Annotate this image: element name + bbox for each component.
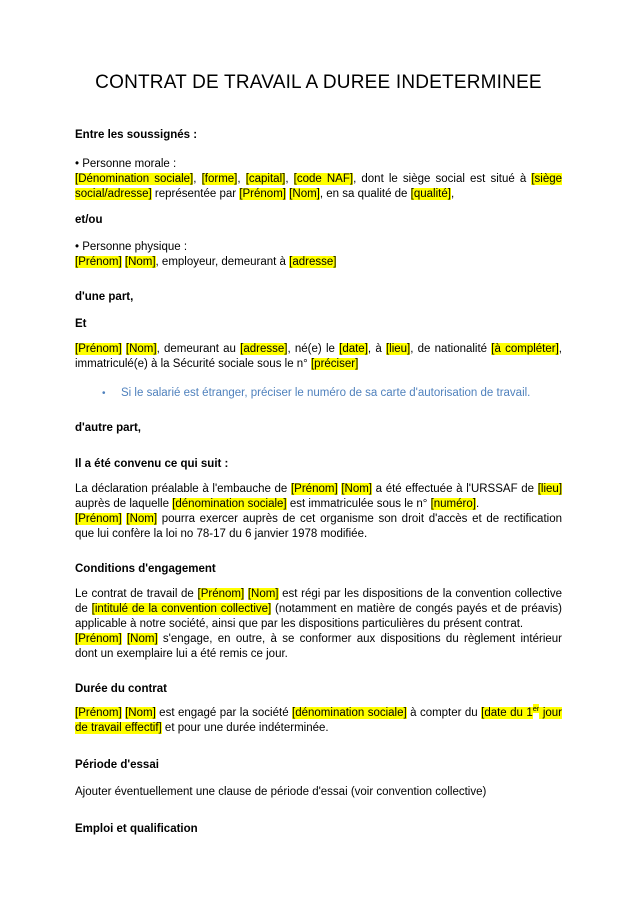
highlight-placeholder: [adresse]: [289, 256, 337, 268]
periode-essai-paragraph: Ajouter éventuellement une clause de période d'essai (voir convention collective): [75, 786, 487, 798]
highlight-placeholder: [Nom]: [126, 513, 158, 525]
note-text: Si le salarié est étranger, préciser le numéro de sa carte d'autorisation de travail.: [121, 387, 531, 399]
heading-dune-part: d'une part,: [75, 291, 134, 303]
text-run: et pour une durée indéterminée.: [161, 722, 329, 734]
highlight-placeholder: [dénomination sociale]: [292, 707, 407, 719]
highlight-placeholder: [à compléter]: [491, 343, 559, 355]
highlight-placeholder: [forme]: [201, 173, 238, 185]
text-run: , demeurant au: [156, 343, 241, 355]
highlight-placeholder: [siège social/adresse]: [75, 173, 563, 200]
text-run: pourra exercer auprès de cet organisme son droit d'accès et de rectification que lui confère la loi no 78-17 du 6 janvier 1978 modifiée.: [75, 513, 562, 540]
text-run: ,: [237, 173, 246, 185]
text-run: , en sa qualité de: [319, 188, 411, 200]
personne-physique-label: • Personne physique :: [75, 241, 188, 253]
text-run: est engagé par la société: [155, 707, 293, 719]
text-run: La déclaration préalable à l'embauche de: [75, 483, 291, 495]
highlight-placeholder: [dénomination sociale]: [172, 498, 287, 510]
personne-physique-paragraph: [75, 255, 562, 270]
text-run: s'engage, en outre, à se conformer aux dispositions du règlement intérieur dont un exemplaire lui a été remis ce jour.: [75, 633, 562, 660]
text-run: ,: [285, 173, 294, 185]
highlight-placeholder: [Prénom]: [290, 483, 338, 495]
highlight-placeholder: [Prénom]: [75, 256, 122, 268]
section-personne-physique: [75, 240, 562, 270]
highlight-placeholder: [date du 1: [481, 707, 533, 719]
text-run: (notamment en matière de congés payés et de préavis) applicable à notre société, ainsi que par les dispositions particulières du présent contrat.: [75, 603, 562, 630]
highlight-placeholder: [Prénom]: [197, 588, 245, 600]
text-run: ,: [450, 188, 455, 200]
highlight-placeholder: [Prénom]: [239, 188, 286, 200]
highlight-placeholder: [capital]: [245, 173, 286, 185]
bullet-icon: •: [102, 388, 106, 399]
document-title: CONTRAT DE TRAVAIL A DUREE INDETERMINEE: [95, 72, 542, 93]
highlight-placeholder: [Prénom]: [75, 513, 122, 525]
highlight-placeholder: [Nom]: [124, 256, 156, 268]
highlight-placeholder: [Dénomination sociale]: [75, 173, 194, 185]
highlight-placeholder: [Nom]: [289, 188, 320, 200]
highlight-placeholder: [date]: [339, 343, 368, 355]
text-run: , employeur, demeurant à: [155, 256, 290, 268]
heading-emploi-qualification: Emploi et qualification: [75, 823, 198, 835]
text-run: à compter du: [406, 707, 482, 719]
text-run: est régi par les dispositions de la convention collective de: [75, 588, 562, 615]
highlight-placeholder: jour de travail effectif]: [75, 707, 563, 734]
highlight-placeholder: [Nom]: [341, 483, 372, 495]
heading-entre-les-soussignes: Entre les soussignés :: [75, 129, 198, 141]
heading-convenu: Il a été convenu ce qui suit :: [75, 458, 229, 470]
section-personne-morale: [75, 157, 562, 202]
highlight-placeholder: [préciser]: [310, 358, 359, 370]
highlight-placeholder: [intitulé de la convention collective]: [91, 603, 272, 615]
personne-morale-label: • Personne morale :: [75, 158, 177, 170]
text-run: a été effectuée à l'URSSAF de: [372, 483, 538, 495]
personne-morale-paragraph: [75, 172, 562, 202]
text-run: , né(e) le: [287, 343, 340, 355]
highlight-placeholder: [lieu]: [537, 483, 563, 495]
heading-conditions-engagement: Conditions d'engagement: [75, 563, 216, 575]
text-run: .: [475, 498, 480, 510]
highlight-placeholder: [Nom]: [125, 343, 157, 355]
text-run: , à: [367, 343, 386, 355]
heading-duree-du-contrat: Durée du contrat: [75, 683, 168, 695]
duree-paragraph: [75, 706, 562, 736]
text-run: , dont le siège social est situé à: [353, 173, 532, 185]
text-run: est immatriculée sous le n°: [286, 498, 431, 510]
text-run: auprès de laquelle: [75, 498, 173, 510]
highlight-placeholder: [Prénom]: [75, 343, 122, 355]
highlight-placeholder: [lieu]: [385, 343, 411, 355]
salarie-paragraph: [75, 342, 562, 372]
highlight-placeholder: [numéro]: [430, 498, 476, 510]
highlight-placeholder: [Nom]: [126, 633, 158, 645]
highlight-placeholder: [adresse]: [240, 343, 288, 355]
heading-et-ou: et/ou: [75, 214, 103, 226]
highlight-placeholder: [Prénom]: [75, 633, 122, 645]
text-run: , de nationalité: [410, 343, 492, 355]
highlight-placeholder: er: [532, 704, 540, 714]
text-run: représentée par: [151, 188, 240, 200]
heading-periode-essai: Période d'essai: [75, 759, 159, 771]
highlight-placeholder: [Prénom]: [75, 707, 122, 719]
highlight-placeholder: [qualité]: [410, 188, 451, 200]
conditions-paragraph: [75, 587, 562, 662]
note-salarie-etranger: [75, 386, 562, 401]
heading-et: Et: [75, 318, 87, 330]
highlight-placeholder: [Nom]: [247, 588, 279, 600]
heading-dautre-part: d'autre part,: [75, 422, 141, 434]
text-run: Le contrat de travail de: [75, 588, 198, 600]
highlight-placeholder: [Nom]: [125, 707, 156, 719]
declaration-paragraph: [75, 482, 562, 542]
text-run: , immatriculé(e) à la Sécurité sociale sous le n°: [75, 343, 562, 370]
text-run: ,: [193, 173, 202, 185]
highlight-placeholder: [code NAF]: [293, 173, 354, 185]
